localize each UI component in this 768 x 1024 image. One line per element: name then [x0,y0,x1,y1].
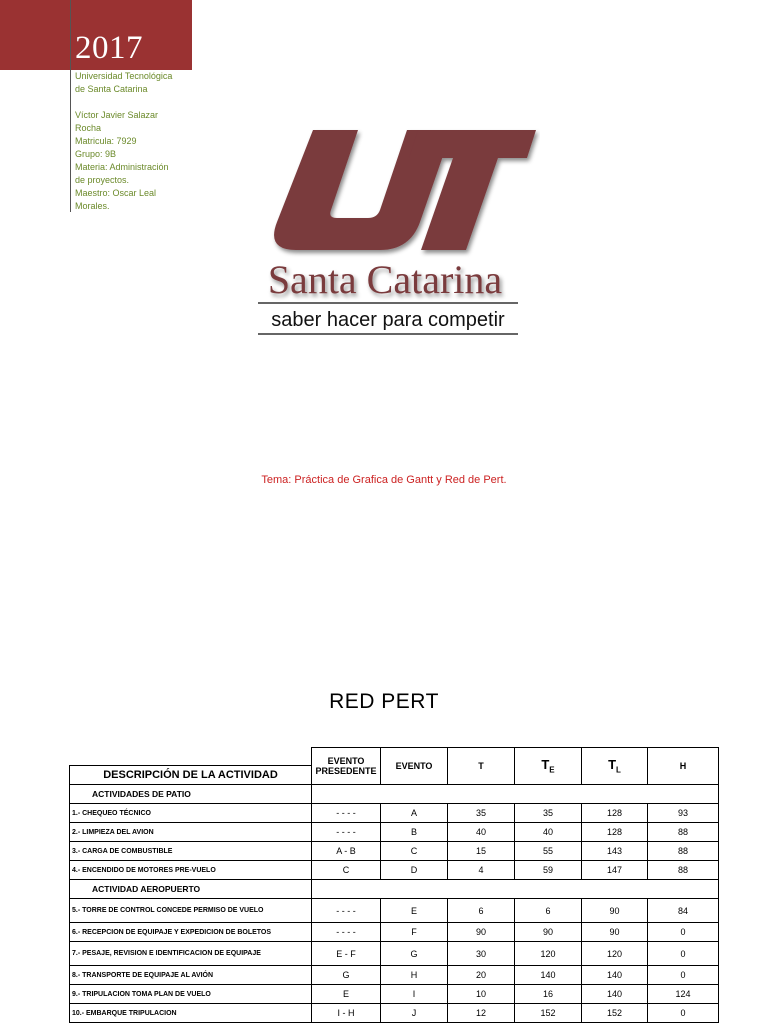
tema-text: Tema: Práctica de Grafica de Gantt y Red de Pert. [261,474,507,486]
header-t: T [448,748,515,785]
header-evento: EVENTO [381,748,448,785]
group-aeropuerto: ACTIVIDAD AEROPUERTO [70,880,312,899]
table-row: 9.- TRIPULACION TOMA PLAN DE VUELO E I 10 16 140 124 [70,985,719,1004]
table-row: 8.- TRANSPORTE DE EQUIPAJE AL AVIÓN G H 20 140 140 0 [70,966,719,985]
table-row: 10.- EMBARQUE TRIPULACION I - H J 12 152 152 0 [70,1004,719,1023]
table-row: 3.- CARGA DE COMBUSTIBLE A - B C 15 55 143 88 [70,842,719,861]
table-row: 7.- PESAJE, REVISION E IDENTIFICACION DE EQUIPAJE E - F G 30 120 120 0 [70,942,719,966]
university-name-line2: de Santa Catarina [75,84,148,94]
materia-line2: de proyectos. [75,175,130,185]
header-te: $T_E$ [515,748,582,785]
cover-year: 2017 [75,30,143,66]
pert-table [69,747,719,1023]
maestro-line1: Maestro: Oscar Leal [75,188,157,198]
group-patio: ACTIVIDADES DE PATIO [70,785,312,804]
table-row: 1.- CHEQUEO TÉCNICO - - - - A 35 35 128 93 [70,804,719,823]
table-row: 4.- ENCENDIDO DE MOTORES PRE-VUELO C D 4 59 147 88 [70,861,719,880]
ut-logo-mark [274,130,536,250]
author-name-line2: Rocha [75,123,102,133]
author-name-line1: Víctor Javier Salazar [75,110,159,120]
table-row: 2.- LIMPIEZA DEL AVION - - - - B 40 40 128 88 [70,823,719,842]
header-tl: $T_L$ [582,748,648,785]
table-row: 5.- TORRE DE CONTROL CONCEDE PERMISO DE VUELO - - - - E 6 6 90 84 [70,899,719,923]
section-title: RED PERT [329,690,439,713]
grupo: Grupo: 9B [75,149,117,159]
logo-name: Santa Catarina [267,257,503,302]
university-name-line1: Universidad Tecnológica [75,71,173,81]
sidebar-divider [70,0,71,212]
table-header-row [70,748,719,766]
maestro-line2: Morales. [75,201,110,211]
header-h: H [648,748,719,785]
header-descripcion: DESCRIPCIÓN DE LA ACTIVIDAD [70,766,312,785]
materia-line1: Materia: Administración [75,162,169,172]
ut-santa-catarina-logo [240,118,540,343]
logo-slogan: saber hacer para competir [271,309,505,331]
author-info [75,70,190,213]
matricula: Matricula: 7929 [75,136,137,146]
header-evento-presedente: EVENTO PRESEDENTE [312,748,381,785]
table-row: 6.- RECEPCION DE EQUIPAJE Y EXPEDICION DE BOLETOS - - - - F 90 90 90 0 [70,923,719,942]
